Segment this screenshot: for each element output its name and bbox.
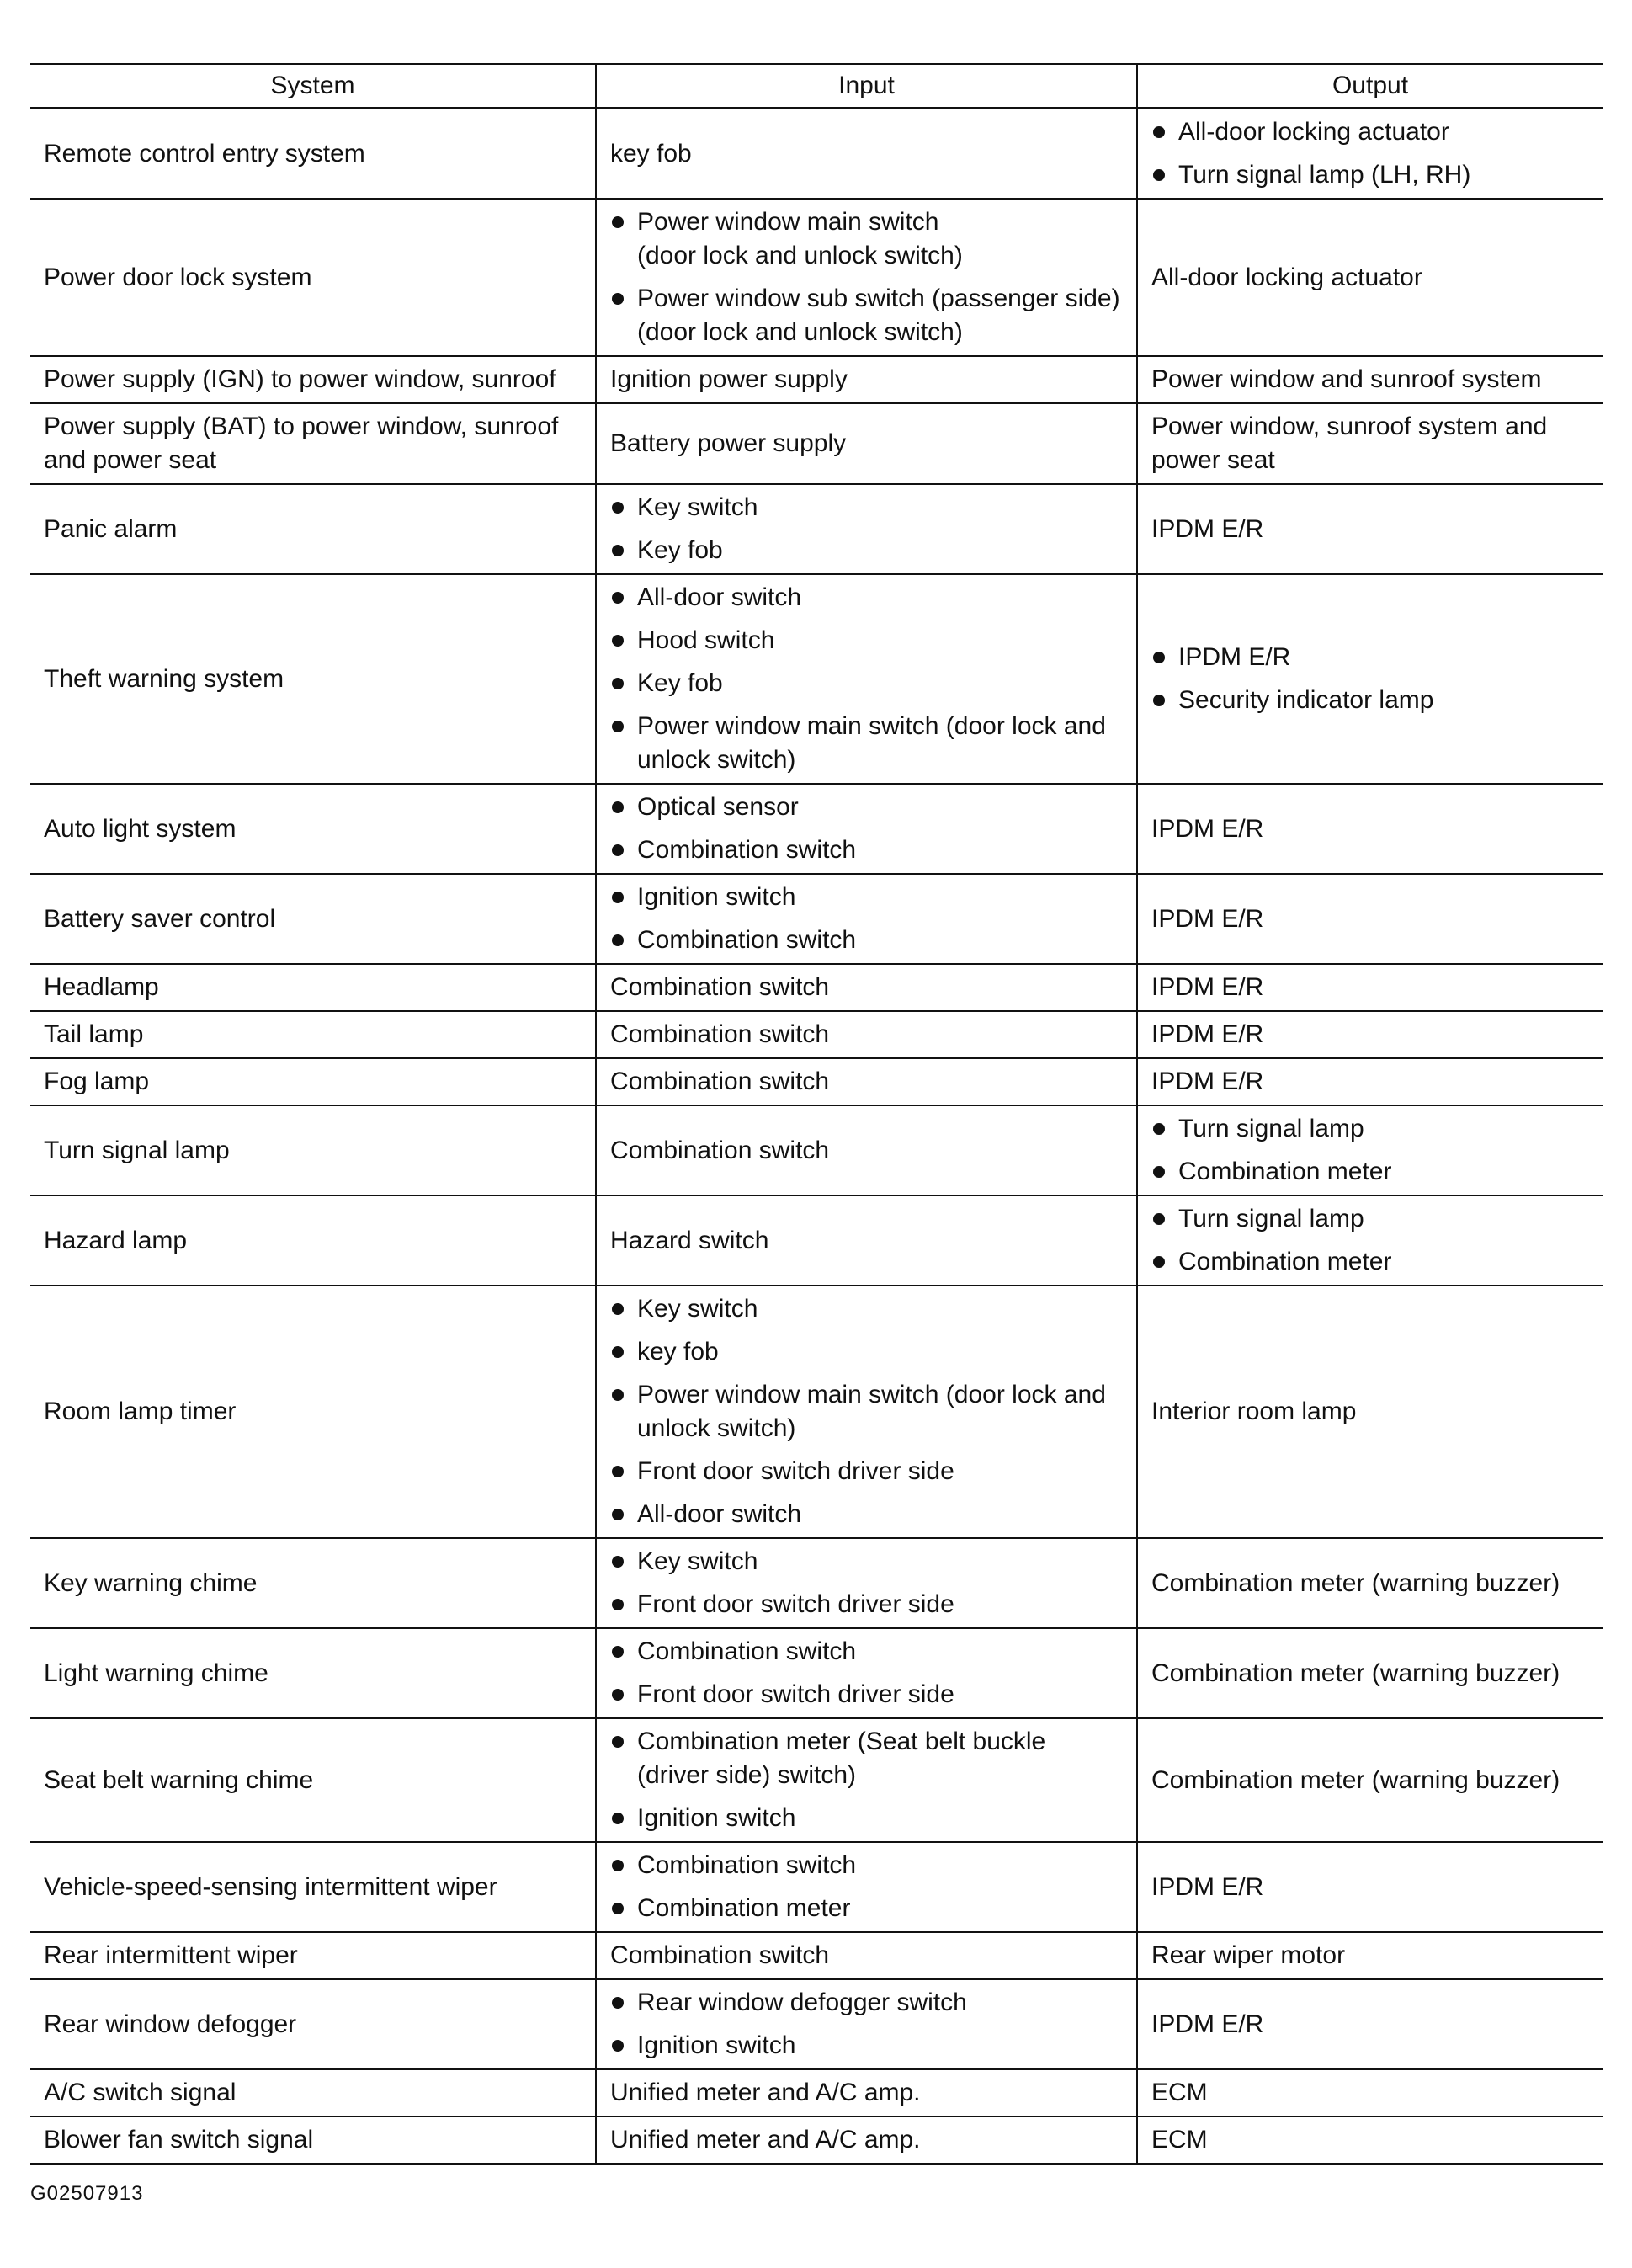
table-row	[30, 2069, 1603, 2116]
bullet-item: Combination switch	[610, 833, 1123, 867]
cell-input: Combination switch	[596, 1932, 1137, 1979]
cell-output: Combination meter (warning buzzer)	[1137, 1718, 1603, 1842]
cell-input	[596, 1538, 1137, 1628]
system-io-table-container	[30, 63, 1603, 2165]
table-row	[30, 1628, 1603, 1718]
bullet-item: All-door switch	[610, 1498, 1123, 1531]
cell-input	[596, 874, 1137, 964]
table-row	[30, 403, 1603, 484]
output-bullet-list	[1151, 1202, 1589, 1279]
input-bullet-list	[610, 1986, 1123, 2063]
bullet-item: Combination meter	[1151, 1245, 1589, 1279]
cell-system: Power supply (BAT) to power window, sunroof and power seat	[44, 413, 559, 474]
table-row	[30, 1195, 1603, 1286]
cell-input: Hazard switch	[596, 1195, 1137, 1286]
cell-output: IPDM E/R	[1137, 874, 1603, 964]
cell-output: Combination meter (warning buzzer)	[1137, 1538, 1603, 1628]
cell-output: Interior room lamp	[1137, 1286, 1603, 1538]
bullet-item: Combination switch	[610, 1849, 1123, 1882]
cell-input	[596, 784, 1137, 874]
table-row	[30, 199, 1603, 356]
input-bullet-list	[610, 491, 1123, 567]
bullet-item: Combination meter	[1151, 1155, 1589, 1189]
cell-output: Rear wiper motor	[1137, 1932, 1603, 1979]
bullet-item: Optical sensor	[610, 791, 1123, 824]
bullet-item: Combination switch	[610, 924, 1123, 957]
cell-system: Panic alarm	[44, 514, 178, 543]
table-row	[30, 1286, 1603, 1538]
cell-input	[596, 1628, 1137, 1718]
cell-system: Tail lamp	[44, 1020, 144, 1048]
table-row	[30, 874, 1603, 964]
cell-system: Blower fan switch signal	[44, 2126, 314, 2154]
bullet-item: Power window main switch (door lock and unlock switch)	[610, 1378, 1123, 1445]
table-row	[30, 1932, 1603, 1979]
cell-output	[1137, 574, 1603, 784]
table-row	[30, 1842, 1603, 1932]
table-row	[30, 964, 1603, 1011]
bullet-item: Power window main switch (door lock and unlock switch)	[610, 205, 1123, 273]
cell-output	[1137, 1195, 1603, 1286]
bullet-item: key fob	[610, 1335, 1123, 1369]
column-header-output: Output	[1137, 64, 1603, 109]
table-row	[30, 1538, 1603, 1628]
output-bullet-list	[1151, 115, 1589, 192]
cell-system: Auto light system	[44, 814, 237, 843]
cell-input	[596, 1286, 1137, 1538]
cell-system: Turn signal lamp	[44, 1136, 230, 1164]
cell-system: A/C switch signal	[44, 2079, 237, 2106]
cell-output: IPDM E/R	[1137, 1058, 1603, 1105]
input-bullet-list	[610, 1849, 1123, 1925]
figure-code: G02507913	[30, 2182, 144, 2205]
system-io-table	[30, 63, 1603, 2165]
cell-input	[596, 1979, 1137, 2069]
cell-input	[596, 1842, 1137, 1932]
bullet-item: Ignition switch	[610, 2029, 1123, 2063]
cell-input: Unified meter and A/C amp.	[596, 2116, 1137, 2164]
cell-system: Rear intermittent wiper	[44, 1941, 298, 1969]
cell-output: IPDM E/R	[1137, 784, 1603, 874]
cell-input: Combination switch	[596, 1058, 1137, 1105]
input-bullet-list	[610, 1635, 1123, 1712]
bullet-item: Key fob	[610, 534, 1123, 567]
input-bullet-list	[610, 791, 1123, 867]
cell-system: Fog lamp	[44, 1067, 150, 1095]
table-row	[30, 109, 1603, 200]
bullet-item: Security indicator lamp	[1151, 684, 1589, 717]
input-bullet-list	[610, 205, 1123, 349]
cell-output: Combination meter (warning buzzer)	[1137, 1628, 1603, 1718]
table-row	[30, 574, 1603, 784]
table-row	[30, 1058, 1603, 1105]
bullet-item: Combination meter	[610, 1892, 1123, 1925]
table-body	[30, 109, 1603, 2164]
table-row	[30, 356, 1603, 403]
cell-system: Remote control entry system	[44, 139, 365, 168]
cell-system: Theft warning system	[44, 664, 284, 693]
bullet-item: All-door locking actuator	[1151, 115, 1589, 149]
cell-output	[1137, 109, 1603, 200]
cell-output	[1137, 1105, 1603, 1195]
cell-input	[596, 1718, 1137, 1842]
cell-input: key fob	[596, 109, 1137, 200]
cell-output: IPDM E/R	[1137, 1979, 1603, 2069]
input-bullet-list	[610, 1545, 1123, 1621]
cell-output: ECM	[1137, 2116, 1603, 2164]
cell-system: Room lamp timer	[44, 1398, 237, 1425]
bullet-item: Front door switch driver side	[610, 1588, 1123, 1621]
table-row	[30, 1718, 1603, 1842]
cell-input: Unified meter and A/C amp.	[596, 2069, 1137, 2116]
cell-output: IPDM E/R	[1137, 1842, 1603, 1932]
cell-system: Headlamp	[44, 973, 159, 1001]
column-header-input: Input	[596, 64, 1137, 109]
cell-system: Vehicle-speed-sensing intermittent wiper	[44, 1872, 497, 1901]
bullet-item: Turn signal lamp (LH, RH)	[1151, 158, 1589, 192]
input-bullet-list	[610, 1292, 1123, 1531]
bullet-item: Front door switch driver side	[610, 1455, 1123, 1488]
bullet-item: All-door switch	[610, 581, 1123, 615]
bullet-item: Key fob	[610, 667, 1123, 700]
cell-output: All-door locking actuator	[1137, 199, 1603, 356]
cell-system: Key warning chime	[44, 1568, 258, 1597]
table-row	[30, 1105, 1603, 1195]
cell-output: ECM	[1137, 2069, 1603, 2116]
cell-system: Power supply (IGN) to power window, sunroof	[44, 365, 556, 393]
table-row	[30, 1011, 1603, 1058]
cell-input: Ignition power supply	[596, 356, 1137, 403]
bullet-item: IPDM E/R	[1151, 641, 1589, 674]
cell-input: Combination switch	[596, 964, 1137, 1011]
bullet-item: Rear window defogger switch	[610, 1986, 1123, 2020]
input-bullet-list	[610, 1725, 1123, 1835]
cell-system: Seat belt warning chime	[44, 1765, 314, 1794]
cell-system: Rear window defogger	[44, 2010, 297, 2038]
cell-system: Power door lock system	[44, 263, 312, 291]
input-bullet-list	[610, 881, 1123, 957]
bullet-item: Hood switch	[610, 624, 1123, 658]
cell-input	[596, 199, 1137, 356]
column-header-system: System	[270, 72, 355, 99]
output-bullet-list	[1151, 1112, 1589, 1189]
cell-system: Hazard lamp	[44, 1226, 188, 1254]
bullet-item: Ignition switch	[610, 1802, 1123, 1835]
bullet-item: Key switch	[610, 491, 1123, 524]
output-bullet-list	[1151, 641, 1589, 717]
bullet-item: Combination meter (Seat belt buckle (driver side) switch)	[610, 1725, 1123, 1792]
cell-input	[596, 574, 1137, 784]
bullet-item: Key switch	[610, 1292, 1123, 1326]
cell-input: Combination switch	[596, 1105, 1137, 1195]
table-row	[30, 784, 1603, 874]
table-row	[30, 484, 1603, 574]
bullet-item: Combination switch	[610, 1635, 1123, 1669]
cell-system: Light warning chime	[44, 1658, 268, 1687]
bullet-item: Power window sub switch (passenger side) (door lock and unlock switch)	[610, 282, 1123, 349]
table-row	[30, 2116, 1603, 2164]
cell-output: IPDM E/R	[1137, 1011, 1603, 1058]
cell-output: IPDM E/R	[1137, 964, 1603, 1011]
bullet-item: Turn signal lamp	[1151, 1112, 1589, 1146]
input-bullet-list	[610, 581, 1123, 777]
cell-output: IPDM E/R	[1137, 484, 1603, 574]
cell-input: Combination switch	[596, 1011, 1137, 1058]
cell-output: Power window and sunroof system	[1137, 356, 1603, 403]
table-row	[30, 1979, 1603, 2069]
cell-input: Battery power supply	[596, 403, 1137, 484]
bullet-item: Turn signal lamp	[1151, 1202, 1589, 1236]
header-row	[30, 64, 1603, 109]
bullet-item: Front door switch driver side	[610, 1678, 1123, 1712]
cell-output: Power window, sunroof system and power seat	[1137, 403, 1603, 484]
cell-input	[596, 484, 1137, 574]
bullet-item: Power window main switch (door lock and unlock switch)	[610, 710, 1123, 777]
table-header	[30, 64, 1603, 109]
bullet-item: Key switch	[610, 1545, 1123, 1579]
bullet-item: Ignition switch	[610, 881, 1123, 914]
cell-system: Battery saver control	[44, 904, 276, 933]
